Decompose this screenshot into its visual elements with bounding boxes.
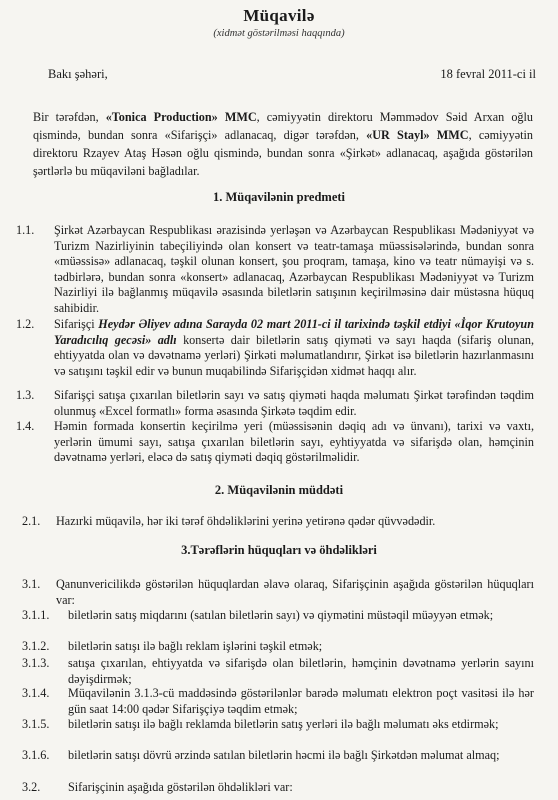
party-2: «UR Stayl» MMC [366, 128, 469, 142]
clause-text [54, 317, 534, 379]
clause-number: 3.1.5. [22, 717, 50, 731]
clause-number: 1.3. [16, 388, 35, 402]
clause-text: Sifarişçi satışa çıxarılan biletlərin sayı və satış qiyməti haqda məlumatı Şirkət tərəfindən təqdim olunmuş «Excel formatlı» forma əsasında Şirkətə təqdim edir. [54, 388, 534, 418]
clause-number: 1.2. [16, 317, 35, 331]
intro-text-2: , cəmiyyətin direktoru Məmmədov Səid Arxan oğlu qismində, bundan sonra «Sifarişçi» adlanacaq, digər tərəfdən, [33, 110, 533, 142]
clause-number: 2.1. [22, 514, 41, 528]
clause-text-part: konsertə dair biletlərin satış qiyməti və sayı haqda (sifariş olunan, ehtiyyatda olan və dəvətnamə yerləri) Şirkəti məlumatlandırır, Şirkət isə biletlərin hazırlanmasını və satışını təşkil edir və bunun muqabilində Sifarişçidən xidmət haqqı alır. [54, 332, 534, 378]
clause-number: 1.1. [16, 223, 35, 237]
document-title: Müqavilə [243, 6, 315, 25]
place: Bakı şəhəri, [48, 67, 108, 81]
date: 18 fevral 2011-ci il [440, 67, 536, 81]
section-heading-1: 1. Müqavilənin predmeti [212, 190, 346, 204]
clause-number: 3.1.3. [22, 656, 50, 670]
clause-text: Sifarişçinin aşağıda göstərilən öhdəlikləri var: [68, 780, 293, 794]
clause-text: Hazırki müqavilə, hər iki tərəf öhdəliklərini yerinə yetirənə qədər qüvvədədir. [56, 514, 436, 528]
intro-text-1: Bir tərəfdən, [33, 110, 106, 124]
party-1: «Tonica Production» MMC [105, 110, 257, 124]
document-subtitle: (xidmət göstərilməsi haqqında) [213, 28, 345, 39]
clause-text: Şirkət Azərbaycan Respublikası ərazisində yerləşən və Azərbaycan Respublikası Mədəniyyət və Turizm Nazirliyinin tabeçiliyində olan konsert və teatr-tamaşa müəssisələrində, bundan sonra «müəssisə» adlanacaq, təşkil olunan konsert, şou proqram, tamaşa, kino və teatr nümayişi və s. tədbirlərə, bundan sonra «konsert» adlanacaq, Azərbaycan Respublikası Mədəniyyət və Turizm Nazirliyi ilə bağlanmış müqavilə əsasında biletlərin satışının keçirilməsinə dair müstəsna hüquq sahibidir. [54, 223, 534, 315]
clause-number: 3.2. [22, 780, 41, 794]
clause-number: 1.4. [16, 419, 35, 433]
clause-text: biletlərin satışı ilə bağlı reklam işlərini təşkil etmək; [68, 639, 323, 653]
clause-text: Həmin formada konsertin keçirilmə yeri (müəssisənin dəqiq adı və ünvanı), tarixi və vaxtı, yerlərin ümumi sayı, satışa çıxarılan biletlərin sayı, eyhtiyyatda və sifarişdə olan, həmçinin dəvətnamə yerləri, eləcə də satış qiyməti dəqiq göstərilməlidir. [54, 419, 534, 464]
event-name: Heydər Əliyev adına Sarayda 02 mart 2011-ci il tarixində təşkil etdiyi «İqor Krutoyun Yaradıcılıq gecəsi» adlı [54, 317, 534, 347]
clause-text: Qanunvericilikdə göstərilən hüquqlardan əlavə olaraq, Sifarişçinin aşağıda göstərilən hüquqları var: [56, 577, 534, 607]
section-heading-3: 3.Tərəflərin hüquqları və öhdəlikləri [181, 543, 377, 557]
intro-paragraph [33, 108, 533, 180]
clause-number: 3.1.4. [22, 686, 50, 700]
clause-text: biletlərin satışı dövrü ərzində satılan biletlərin həcmi ilə bağlı Şirkətdən məlumat almaq; [68, 748, 500, 762]
clause-text: Müqavilənin 3.1.3-cü maddəsində göstərilənlər barədə məlumatı elektron poçt vasitəsi ilə hər gün saat 14:00 qədər Sifarişçiyə təqdim etmək; [68, 686, 534, 716]
clause-number: 3.1.1. [22, 608, 50, 622]
clause-text-part: Sifarişçi [54, 317, 99, 331]
section-heading-2: 2. Müqavilənin müddəti [214, 483, 344, 497]
clause-number: 3.1.2. [22, 639, 50, 653]
clause-text: biletlərin satış miqdarını (satılan biletlərin sayı) və qiymətini müstəqil müəyyən etmək; [68, 608, 494, 622]
clause-number: 3.1. [22, 577, 41, 591]
clause-number: 3.1.6. [22, 748, 50, 762]
clause-text: satışa çıxarılan, ehtiyyatda və sifarişdə olan biletlərin, həmçinin dəvətnamə yerlərin sayını dəyişdirmək; [68, 656, 534, 686]
clause-text: biletlərin satışı ilə bağlı reklamda biletlərin satış yerləri ilə bağlı məlumatı əks etdirmək; [68, 717, 499, 731]
intro-text-3: , cəmiyyətin direktoru Rzayev Ataş Həsən oğlu qismində, bundan sonra «Şirkət» adlanacaq, aşağıda göstərilən şərtlərlə bu müqaviləni bağladılar. [33, 128, 533, 178]
